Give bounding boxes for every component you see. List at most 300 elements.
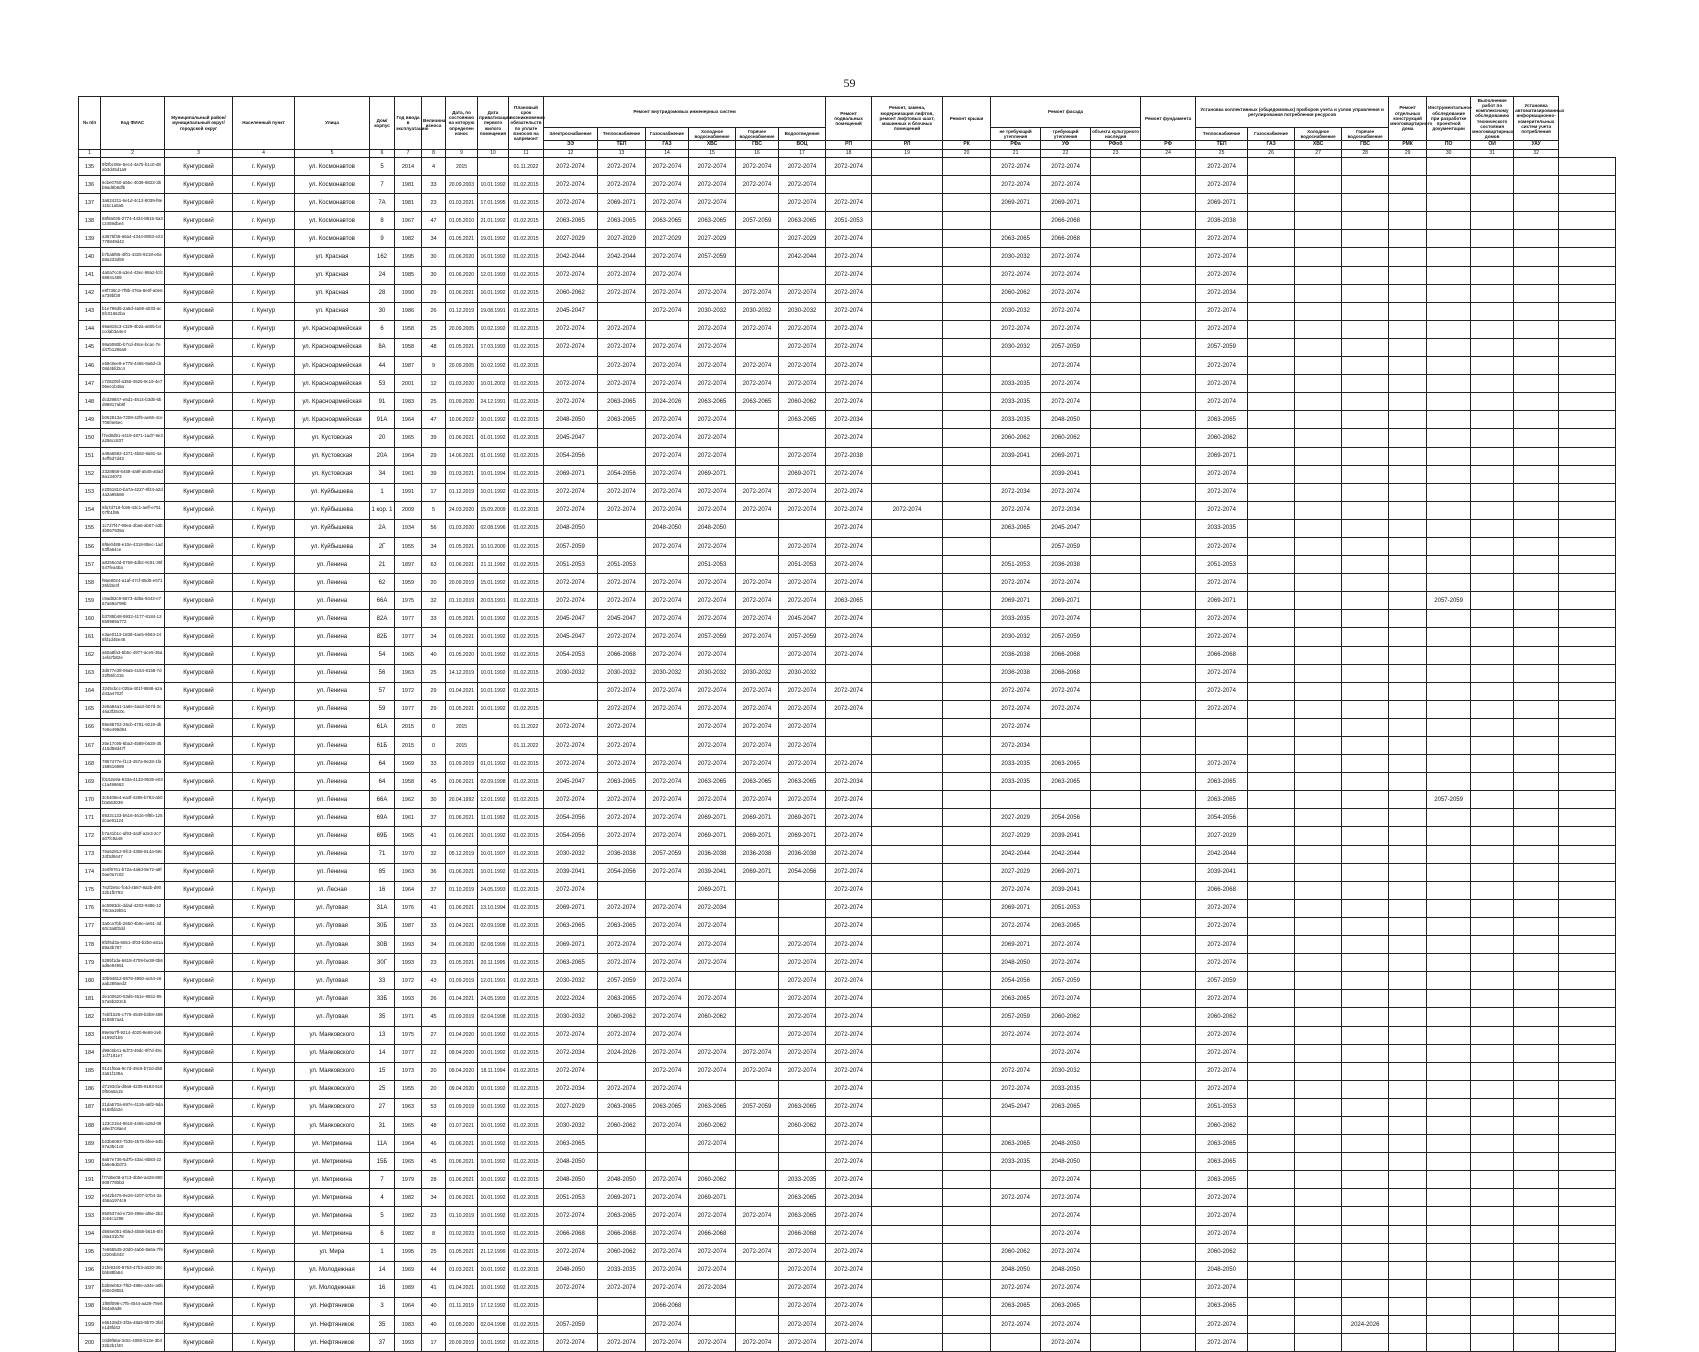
house-number: 21 (370, 556, 395, 574)
work-period-cell (872, 809, 943, 827)
work-period-cell (1389, 375, 1427, 393)
work-period-cell: 2072-2074 (1196, 1316, 1248, 1334)
obligation-date: 01.02.2015 (509, 302, 544, 320)
wear-date: 01.03.2021 (446, 194, 478, 212)
work-period-cell: 2072-2074 (736, 320, 779, 338)
work-period-cell (1248, 1135, 1295, 1153)
work-period-cell: 2072-2074 (646, 972, 689, 990)
work-period-cell (1091, 954, 1141, 972)
work-period-cell (943, 646, 991, 664)
wear-date: 20.09.2019 (446, 1334, 478, 1352)
obligation-date: 01.02.2015 (509, 501, 544, 519)
work-period-cell (872, 917, 943, 935)
table-row (79, 320, 1616, 338)
commission-year: 1965 (395, 1116, 422, 1134)
work-period-cell: 2048-2050 (544, 1171, 598, 1189)
work-period-cell (1427, 936, 1471, 954)
table-header (79, 97, 1616, 158)
work-period-cell (1091, 755, 1141, 773)
work-period-cell: 2072-2074 (1196, 1279, 1248, 1297)
work-period-cell (1091, 465, 1141, 483)
house-number: 61А (370, 718, 395, 736)
street: ул. Нефтяников (295, 1297, 370, 1315)
work-period-cell (943, 1189, 991, 1207)
locality: г. Кунгур (233, 447, 295, 465)
wear-percent: 33 (422, 176, 446, 194)
work-period-cell: 2030-2032 (544, 972, 598, 990)
work-period-cell (1471, 1080, 1514, 1098)
work-period-cell (1141, 537, 1196, 555)
work-period-cell (872, 556, 943, 574)
street: ул. Ленина (295, 737, 370, 755)
work-period-cell: 2033-2035 (779, 1171, 826, 1189)
wear-percent: 39 (422, 465, 446, 483)
work-period-cell: 2072-2074 (826, 230, 872, 248)
work-period-cell (1514, 194, 1559, 212)
work-period-cell (1427, 1135, 1471, 1153)
wear-percent: 0 (422, 718, 446, 736)
work-period-cell: 2063-2065 (1041, 773, 1091, 791)
work-period-cell (1091, 809, 1141, 827)
work-period-cell: 2072-2074 (991, 881, 1041, 899)
work-period-cell (1091, 429, 1141, 447)
work-period-cell (872, 284, 943, 302)
work-period-cell (1559, 700, 1616, 718)
work-period-cell (1248, 1189, 1295, 1207)
work-period-cell: 2072-2074 (779, 1261, 826, 1279)
work-period-cell (1471, 447, 1514, 465)
row-number: 155 (79, 519, 101, 537)
work-period-cell: 2072-2074 (826, 809, 872, 827)
col-code: ХВС (1295, 141, 1342, 150)
work-period-cell (1559, 338, 1616, 356)
work-period-cell (1427, 501, 1471, 519)
privatization-date: 10.01.1992 (478, 1026, 509, 1044)
table-row (79, 682, 1616, 700)
commission-year: 1897 (395, 556, 422, 574)
work-period-cell (1514, 501, 1559, 519)
work-period-cell: 2033-2035 (991, 375, 1041, 393)
work-period-cell: 2063-2065 (779, 1189, 826, 1207)
row-number: 188 (79, 1116, 101, 1134)
work-period-cell: 2072-2074 (1196, 628, 1248, 646)
work-period-cell (1514, 899, 1559, 917)
house-number: 69Б (370, 827, 395, 845)
work-period-cell: 2072-2074 (1041, 1279, 1091, 1297)
work-period-cell (943, 700, 991, 718)
work-period-cell: 2072-2034 (826, 773, 872, 791)
work-period-cell (1514, 827, 1559, 845)
work-period-cell (1091, 1171, 1141, 1189)
locality: г. Кунгур (233, 574, 295, 592)
work-period-cell: 2072-2074 (1196, 682, 1248, 700)
municipality: Кунгурский (165, 954, 233, 972)
work-period-cell: 2036-2038 (1041, 556, 1091, 574)
work-period-cell (1559, 302, 1616, 320)
privatization-date: 10.01.1992 (478, 1189, 509, 1207)
work-period-cell (1342, 284, 1389, 302)
work-period-cell (943, 1026, 991, 1044)
work-period-cell: 2072-2074 (779, 284, 826, 302)
locality: г. Кунгур (233, 881, 295, 899)
work-period-cell (1514, 574, 1559, 592)
work-period-cell: 2054-2053 (544, 646, 598, 664)
work-period-cell: 2048-2050 (646, 519, 689, 537)
street: ул. Ленина (295, 718, 370, 736)
work-period-cell: 2072-2074 (736, 375, 779, 393)
wear-percent: 37 (422, 809, 446, 827)
fias-code: 3245cbcc-025a-401f-9588-a2ad43a4702f (101, 682, 165, 700)
work-period-cell: 2039-2041 (689, 863, 736, 881)
wear-date: 20.09.2019 (446, 574, 478, 592)
locality: г. Кунгур (233, 338, 295, 356)
obligation-date: 01.02.2015 (509, 320, 544, 338)
work-period-cell (1559, 1153, 1616, 1171)
house-number: 162 (370, 248, 395, 266)
work-period-cell: 2072-2074 (1041, 375, 1091, 393)
table-row (79, 1026, 1616, 1044)
privatization-date: 21.11.1992 (478, 556, 509, 574)
street: ул. Красноармейская (295, 357, 370, 375)
work-period-cell (1427, 809, 1471, 827)
table-row (79, 194, 1616, 212)
house-number: 35 (370, 1316, 395, 1334)
work-period-cell: 2072-2074 (689, 646, 736, 664)
work-period-cell (1248, 411, 1295, 429)
work-period-cell (1141, 1225, 1196, 1243)
work-period-cell (1141, 1243, 1196, 1261)
wear-date: 2015 (446, 158, 478, 176)
col-header: Дом/корпус (370, 97, 395, 150)
work-period-cell (943, 375, 991, 393)
commission-year: 1965 (395, 827, 422, 845)
work-period-cell: 2072-2074 (598, 827, 646, 845)
work-period-cell (1389, 1297, 1427, 1315)
wear-date: 01.06.2021 (446, 773, 478, 791)
work-period-cell: 2072-2074 (1196, 158, 1248, 176)
work-period-cell (1141, 194, 1196, 212)
work-period-cell: 2060-2062 (1041, 1008, 1091, 1026)
work-period-cell: 2072-2074 (826, 302, 872, 320)
street: ул. Луговая (295, 972, 370, 990)
table-row (79, 1116, 1616, 1134)
commission-year: 1993 (395, 954, 422, 972)
work-period-cell: 2072-2074 (826, 194, 872, 212)
work-period-cell: 2033-2035 (991, 773, 1041, 791)
work-period-cell (943, 248, 991, 266)
row-number: 198 (79, 1297, 101, 1315)
work-period-cell (1427, 519, 1471, 537)
work-period-cell: 2069-2071 (736, 809, 779, 827)
work-period-cell (1514, 917, 1559, 935)
municipality: Кунгурский (165, 1080, 233, 1098)
col-header: Горячее водоснабжение (736, 128, 779, 141)
wear-date: 01.04.2021 (446, 1279, 478, 1297)
work-period-cell: 2072-2074 (544, 501, 598, 519)
work-period-cell: 2072-2074 (646, 646, 689, 664)
work-period-cell: 2072-2074 (646, 158, 689, 176)
work-period-cell (1471, 465, 1514, 483)
work-period-cell: 2030-2032 (1041, 1062, 1091, 1080)
work-period-cell (689, 1153, 736, 1171)
work-period-cell: 2072-2074 (826, 1279, 872, 1297)
work-period-cell (1091, 411, 1141, 429)
work-period-cell: 2072-2074 (736, 755, 779, 773)
municipality: Кунгурский (165, 1135, 233, 1153)
work-period-cell (646, 718, 689, 736)
municipality: Кунгурский (165, 302, 233, 320)
work-period-cell (1091, 338, 1141, 356)
work-period-cell: 2072-2074 (1041, 1207, 1091, 1225)
work-period-cell: 2072-2074 (872, 501, 943, 519)
street: ул. Лесная (295, 881, 370, 899)
work-period-cell (736, 266, 779, 284)
work-period-cell (1514, 1279, 1559, 1297)
row-number: 154 (79, 501, 101, 519)
table-row (79, 592, 1616, 610)
work-period-cell: 2072-2074 (736, 284, 779, 302)
row-number: 147 (79, 375, 101, 393)
work-period-cell (1041, 1116, 1091, 1134)
work-period-cell (1559, 574, 1616, 592)
work-period-cell (1295, 574, 1342, 592)
municipality: Кунгурский (165, 574, 233, 592)
wear-percent: 47 (422, 411, 446, 429)
obligation-date: 01.02.2015 (509, 682, 544, 700)
work-period-cell (1389, 628, 1427, 646)
work-period-cell (1514, 248, 1559, 266)
wear-date: 2015 (446, 718, 478, 736)
col-code: РЛ (872, 141, 943, 150)
work-period-cell (1559, 483, 1616, 501)
work-period-cell: 2057-2059 (736, 212, 779, 230)
work-period-cell (1091, 1153, 1141, 1171)
work-period-cell: 2072-2074 (598, 1080, 646, 1098)
work-period-cell (544, 682, 598, 700)
work-period-cell: 2072-2074 (1196, 465, 1248, 483)
work-period-cell (1248, 1334, 1295, 1352)
work-period-cell: 2054-2056 (598, 465, 646, 483)
work-period-cell (1471, 320, 1514, 338)
work-period-cell (1559, 320, 1616, 338)
work-period-cell: 2072-2074 (736, 737, 779, 755)
work-period-cell (1248, 1207, 1295, 1225)
municipality: Кунгурский (165, 230, 233, 248)
work-period-cell: 2048-2050 (544, 411, 598, 429)
work-period-cell (1342, 737, 1389, 755)
work-period-cell: 2057-2059 (1041, 338, 1091, 356)
street: ул. Ленина (295, 646, 370, 664)
work-period-cell (1471, 628, 1514, 646)
wear-date: 09.04.2020 (446, 1080, 478, 1098)
work-period-cell (826, 718, 872, 736)
work-period-cell (1141, 1279, 1196, 1297)
wear-percent: 20 (422, 1080, 446, 1098)
work-period-cell (1248, 1279, 1295, 1297)
work-period-cell (1342, 266, 1389, 284)
work-period-cell (1248, 212, 1295, 230)
work-period-cell: 2072-2074 (779, 755, 826, 773)
table-row (79, 809, 1616, 827)
fias-code: a8256c0d-0769-4db2-9c91-36f547fea4ba (101, 556, 165, 574)
house-number: 15 (370, 1062, 395, 1080)
work-period-cell (1514, 284, 1559, 302)
wear-percent: 0 (422, 737, 446, 755)
work-period-cell (1559, 1062, 1616, 1080)
commission-year: 1965 (395, 1153, 422, 1171)
work-period-cell (1514, 393, 1559, 411)
work-period-cell (1471, 556, 1514, 574)
locality: г. Кунгур (233, 936, 295, 954)
work-period-cell (1295, 592, 1342, 610)
privatization-date: 01.01.1992 (478, 755, 509, 773)
work-period-cell: 2057-2059 (991, 1008, 1041, 1026)
work-period-cell (1141, 1135, 1196, 1153)
work-period-cell: 2033-2035 (991, 755, 1041, 773)
work-period-cell (1141, 1207, 1196, 1225)
work-period-cell: 2072-2074 (689, 1243, 736, 1261)
street: ул. Кустовская (295, 447, 370, 465)
work-period-cell: 2072-2074 (1196, 302, 1248, 320)
fias-code: d565e051-8b6d-4b58-b616-5f4c8a431b78 (101, 1225, 165, 1243)
work-period-cell (1559, 737, 1616, 755)
work-period-cell (1141, 483, 1196, 501)
wear-percent: 43 (422, 972, 446, 990)
municipality: Кунгурский (165, 447, 233, 465)
work-period-cell: 2033-2035 (991, 411, 1041, 429)
work-period-cell: 2072-2074 (1041, 1243, 1091, 1261)
col-number: 1 (79, 150, 101, 158)
work-period-cell (1389, 791, 1427, 809)
work-period-cell (1248, 809, 1295, 827)
privatization-date: 10.01.1992 (478, 1261, 509, 1279)
work-period-cell (1141, 230, 1196, 248)
work-period-cell: 2072-2034 (689, 1279, 736, 1297)
work-period-cell: 2072-2074 (779, 320, 826, 338)
work-period-cell (1091, 718, 1141, 736)
work-period-cell: 2072-2074 (779, 1008, 826, 1026)
work-period-cell: 2072-2074 (598, 791, 646, 809)
work-period-cell (1248, 158, 1295, 176)
work-period-cell: 2054-2056 (779, 863, 826, 881)
work-period-cell (1141, 755, 1196, 773)
work-period-cell (1295, 1334, 1342, 1352)
work-period-cell (1248, 737, 1295, 755)
row-number: 163 (79, 664, 101, 682)
row-number: 196 (79, 1261, 101, 1279)
wear-percent: 47 (422, 212, 446, 230)
work-period-cell: 2072-2074 (1196, 176, 1248, 194)
work-period-cell (943, 1261, 991, 1279)
privatization-date: 10.01.1992 (478, 1225, 509, 1243)
work-period-cell (1559, 881, 1616, 899)
fias-code: d99c6b41-6d73-49dc-9f7d-49c1cf7181e7 (101, 1044, 165, 1062)
wear-date: 01.05.2021 (446, 537, 478, 555)
col-code: ГАЗ (1248, 141, 1295, 150)
fias-code: b062813a-7208-42f5-ae66-4ce706f4e5ec (101, 411, 165, 429)
table-row (79, 1008, 1616, 1026)
work-period-cell: 2072-2074 (646, 917, 689, 935)
work-period-cell: 2072-2074 (779, 646, 826, 664)
work-period-cell (1471, 1135, 1514, 1153)
work-period-cell: 2072-2074 (826, 284, 872, 302)
col-code: УФ (1041, 141, 1091, 150)
work-period-cell (1342, 501, 1389, 519)
work-period-cell (1342, 1297, 1389, 1315)
work-period-cell: 2072-2074 (598, 809, 646, 827)
col-number: 4 (233, 150, 295, 158)
work-period-cell: 2069-2071 (736, 827, 779, 845)
row-number: 151 (79, 447, 101, 465)
work-period-cell (1342, 302, 1389, 320)
work-period-cell: 2072-2074 (598, 954, 646, 972)
work-period-cell (1041, 718, 1091, 736)
row-number: 160 (79, 610, 101, 628)
house-number: 57 (370, 682, 395, 700)
work-period-cell (1295, 1316, 1342, 1334)
house-number: 27 (370, 1098, 395, 1116)
work-period-cell: 2072-2074 (689, 320, 736, 338)
work-period-cell: 2060-2062 (779, 393, 826, 411)
row-number: 187 (79, 1098, 101, 1116)
fias-code: 2e0f9761-b72a-4a6d-8e72-a9f0ae0a7c02 (101, 863, 165, 881)
work-period-cell (1471, 972, 1514, 990)
work-period-cell: 2069-2071 (544, 936, 598, 954)
privatization-date: 24.12.1991 (478, 393, 509, 411)
work-period-cell: 2072-2074 (646, 1189, 689, 1207)
work-period-cell (1342, 1189, 1389, 1207)
work-period-cell (736, 936, 779, 954)
work-period-cell: 2063-2065 (1196, 1135, 1248, 1153)
work-period-cell: 2072-2074 (544, 176, 598, 194)
work-period-cell (1427, 266, 1471, 284)
work-period-cell (1295, 881, 1342, 899)
house-number: 33 (370, 972, 395, 990)
work-period-cell (1514, 610, 1559, 628)
work-period-cell (1389, 158, 1427, 176)
work-period-cell (1559, 718, 1616, 736)
privatization-date: 10.01.1992 (478, 1153, 509, 1171)
work-period-cell (1559, 465, 1616, 483)
fias-code: e8f738c2-7f8b-476a-8e0f-a0e6a738bf28 (101, 284, 165, 302)
work-period-cell: 2072-2074 (646, 682, 689, 700)
work-period-cell (1471, 393, 1514, 411)
row-number: 153 (79, 483, 101, 501)
work-period-cell: 2072-2074 (826, 936, 872, 954)
fias-code: 123c2154-9616-4465-a26d-08a8ed7c8ae4 (101, 1116, 165, 1134)
privatization-date: 24.05.1993 (478, 881, 509, 899)
work-period-cell: 2048-2050 (1041, 1153, 1091, 1171)
work-period-cell (1295, 682, 1342, 700)
work-period-cell (1248, 845, 1295, 863)
work-period-cell (1471, 899, 1514, 917)
work-period-cell: 2063-2065 (598, 1207, 646, 1225)
work-period-cell (1295, 1153, 1342, 1171)
work-period-cell: 2063-2065 (779, 1207, 826, 1225)
privatization-date: 10.01.1992 (478, 1135, 509, 1153)
work-period-cell: 2072-2074 (826, 646, 872, 664)
work-period-cell (1295, 158, 1342, 176)
fias-code: b3785b48-9932-4177-8184-12859989a772 (101, 610, 165, 628)
work-period-cell: 2048-2050 (991, 1261, 1041, 1279)
work-period-cell (1514, 1171, 1559, 1189)
work-period-cell (1514, 320, 1559, 338)
work-period-cell (1248, 972, 1295, 990)
work-period-cell (1141, 1062, 1196, 1080)
work-period-cell: 2072-2074 (736, 1207, 779, 1225)
work-period-cell: 2072-2074 (1041, 158, 1091, 176)
work-period-cell: 2033-2035 (598, 1261, 646, 1279)
